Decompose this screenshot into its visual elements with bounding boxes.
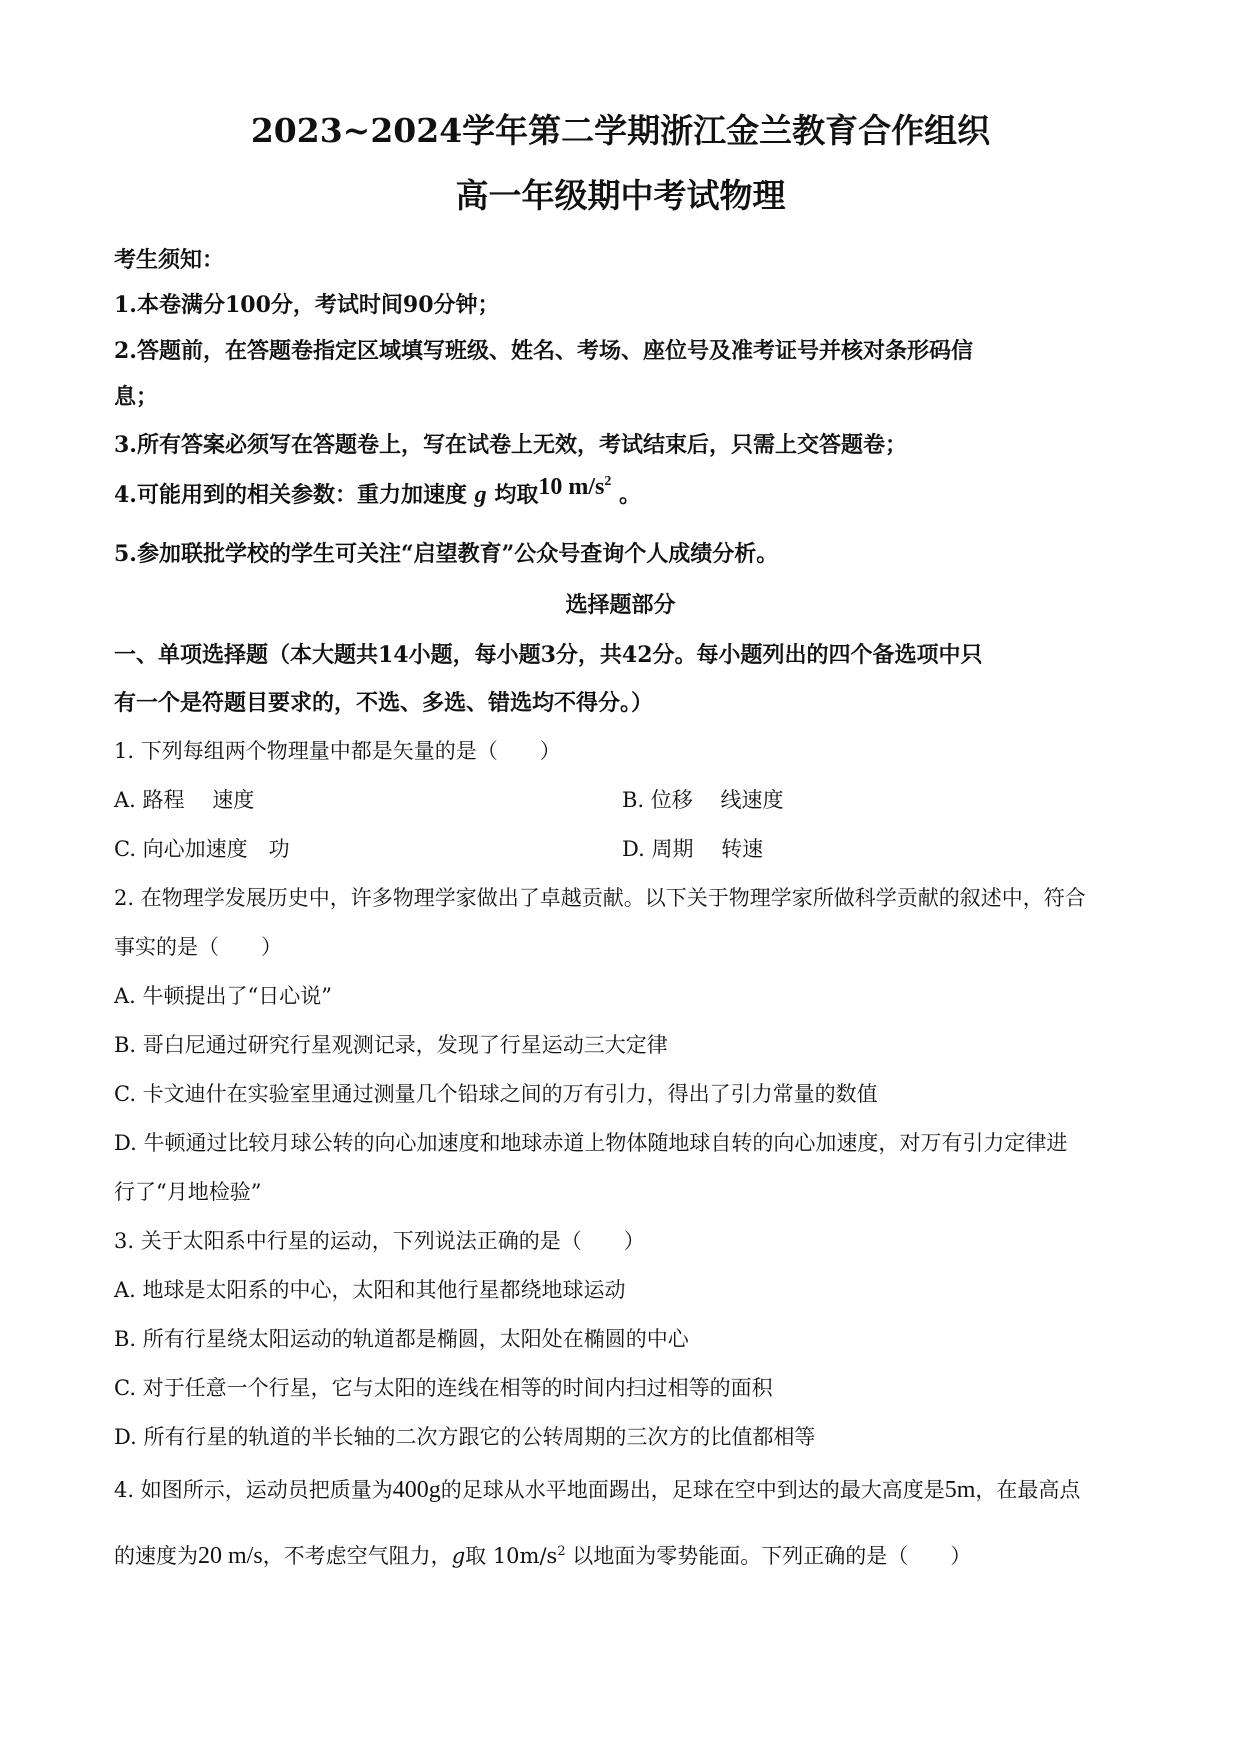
q3-option-c: C. 对于任意一个行星，它与太阳的连线在相等的时间内扫过相等的面积	[114, 1376, 773, 1400]
gravity-value-text: 10 m/s	[538, 474, 605, 500]
notice-item-5: 5.参加联批学校的学生可关注“启望教育”公众号查询个人成绩分析。	[114, 541, 779, 567]
q4-text-3: ，在最高点	[975, 1478, 1081, 1502]
q4-text-1: 4. 如图所示，运动员把质量为	[114, 1478, 393, 1502]
notice-item-4-end: 。	[619, 482, 642, 508]
notice-item-3: 3.所有答案必须写在答题卷上，写在试卷上无效，考试结束后，只需上交答题卷；	[114, 432, 907, 458]
notice-item-4	[114, 474, 642, 509]
section-instructions-line2: 有一个是符题目要求的，不选、多选、错选均不得分。）	[114, 690, 654, 716]
q4-text-5: ，不考虑空气阻力，	[262, 1544, 452, 1568]
gravity-value	[538, 474, 611, 500]
notice-item-2-line2: 息；	[114, 384, 159, 410]
q4-text-6: 取 10m/s	[465, 1544, 558, 1568]
q4-stem-line2	[114, 1540, 971, 1570]
q4-height: 5m	[944, 1477, 976, 1503]
notice-item-4-prefix: 4.可能用到的相关参数：重力加速度	[114, 482, 467, 508]
q2-option-d-line1: D. 牛顿通过比较月球公转的向心加速度和地球赤道上物体随地球自转的向心加速度，对万有引力定律进	[114, 1131, 1068, 1155]
exam-title-line2: 高一年级期中考试物理	[455, 176, 786, 215]
q1-option-a: A. 路程 速度	[114, 788, 255, 812]
q1-option-d: D. 周期 转速	[622, 837, 764, 861]
exam-title-line1: 2023~2024学年第二学期浙江金兰教育合作组织	[250, 111, 991, 150]
q4-text-2: 的足球从水平地面踢出，足球在空中到达的最大高度是	[440, 1478, 945, 1502]
q4-gravity-symbol: g	[451, 1544, 466, 1568]
q3-stem: 3. 关于太阳系中行星的运动，下列说法正确的是（ ）	[114, 1229, 645, 1253]
q1-option-c: C. 向心加速度 功	[114, 837, 290, 861]
q2-stem-line2: 事实的是（ ）	[114, 935, 282, 959]
section-title: 选择题部分	[565, 592, 676, 618]
q4-mass: 400g	[392, 1477, 441, 1503]
notice-item-4-mid: 均取	[494, 482, 539, 508]
notice-item-2-line1: 2.答题前，在答题卷指定区域填写班级、姓名、考场、座位号及准考证号并核对条形码信	[114, 338, 973, 364]
gravity-value-exponent: 2	[604, 474, 612, 489]
q2-stem-line1: 2. 在物理学发展历史中，许多物理学家做出了卓越贡献。以下关于物理学家所做科学贡献的叙述中，符合	[114, 886, 1086, 910]
q2-option-b: B. 哥白尼通过研究行星观测记录，发现了行星运动三大定律	[114, 1033, 668, 1057]
q4-text-4: 的速度为	[114, 1544, 198, 1568]
q3-option-d: D. 所有行星的轨道的半长轴的二次方跟它的公转周期的三次方的比值都相等	[114, 1425, 816, 1449]
q2-option-d-line2: 行了“月地检验”	[114, 1180, 262, 1204]
q2-option-c: C. 卡文迪什在实验室里通过测量几个铅球之间的万有引力，得出了引力常量的数值	[114, 1082, 878, 1106]
q3-option-a: A. 地球是太阳系的中心，太阳和其他行星都绕地球运动	[114, 1278, 626, 1302]
section-instructions-line1: 一、单项选择题（本大题共14小题，每小题3分，共42分。每小题列出的四个备选项中只	[114, 642, 983, 668]
q1-option-b: B. 位移 线速度	[622, 788, 784, 812]
q4-velocity: 20 m/s	[198, 1543, 263, 1569]
q4-text-7: 以地面为零势能面。下列正确的是（ ）	[565, 1544, 972, 1568]
q4-stem-line1	[114, 1474, 1080, 1504]
q4-exponent: 2	[557, 1544, 566, 1559]
q3-option-b: B. 所有行星绕太阳运动的轨道都是椭圆，太阳处在椭圆的中心	[114, 1327, 689, 1351]
q1-stem: 1. 下列每组两个物理量中都是矢量的是（ ）	[114, 739, 561, 763]
q2-option-a: A. 牛顿提出了“日心说”	[114, 984, 332, 1008]
notice-heading: 考生须知：	[114, 247, 225, 273]
notice-item-1: 1.本卷满分100分，考试时间90分钟；	[114, 292, 500, 318]
gravity-symbol: g	[474, 482, 487, 508]
